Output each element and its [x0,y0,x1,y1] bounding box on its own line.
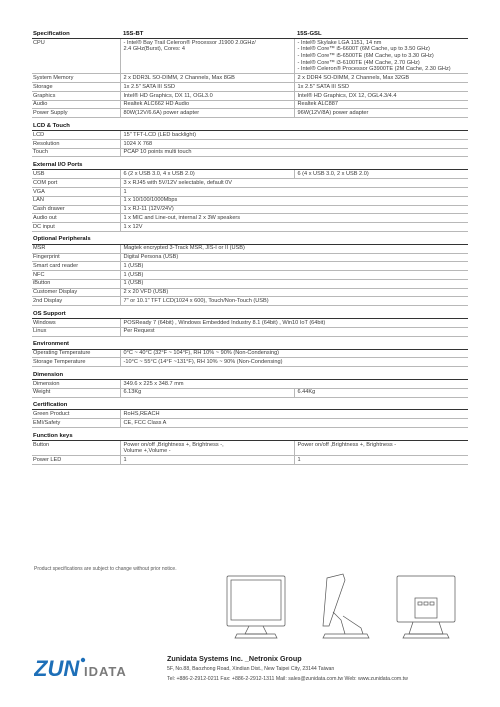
table-row [32,319,468,327]
row-value: 0°C ~ 40°C (32°F ~ 104°F), RH 10% ~ 90% (Non-Condensing) [120,350,468,358]
company-name: Zunidata Systems Inc. _Netronix Group [167,654,302,663]
row-value: 1024 X 768 [120,139,468,148]
table-row [32,456,468,465]
section-peripherals [32,236,468,306]
row-label: Cash drawer [32,205,120,214]
row-label: Touch [32,148,120,157]
section-title: LCD & Touch [32,123,468,131]
row-label: Customer Display [32,288,120,297]
row-value-a: Intel® HD Graphics, DX 11, OGL3.0 [120,91,294,100]
section-title: External I/O Ports [32,162,468,170]
row-label: Weight [32,388,120,397]
lcd-table [32,131,468,157]
section-title: OS Support [32,311,468,319]
row-value-a: 2 x DDR3L SO-DIMM, 2 Channels, Max 8GB [120,74,294,83]
front-view-drawing [227,576,285,638]
row-value: 7" or 10.1" TFT LCD(1024 x 600), Touch/Non-Touch (USB) [120,297,468,306]
row-label: Linux [32,327,120,336]
table-row [32,131,468,139]
row-label: VGA [32,187,120,196]
table-row [32,187,468,196]
function-keys-table [32,441,468,465]
table-row [32,100,468,109]
row-label: Green Product [32,410,120,418]
table-row [32,441,468,456]
row-value-b: 96W(12V/8A) power adapter [294,109,468,118]
section-os-support [32,311,468,337]
row-value-a: 80W(12V/6.6A) power adapter [120,109,294,118]
table-row [32,245,468,253]
table-row [32,170,468,178]
row-value-b: 2 x DDR4 SO-DIMM, 2 Channels, Max 32GB [294,74,468,83]
row-label: Graphics [32,91,120,100]
section-title: Function keys [32,433,468,441]
row-label: USB [32,170,120,178]
disclaimer-note: Product specifications are subject to change without prior notice. [34,566,177,572]
row-value-b: Power on/off ,Brightness +, Brightness - [294,441,468,456]
row-value: 1 (USB) [120,279,468,288]
table-row [32,358,468,367]
section-title: Certification [32,402,468,410]
spec-header-row [32,30,468,39]
row-label: Power Supply [32,109,120,118]
row-label: LCD [32,131,120,139]
row-label: COM port [32,179,120,188]
row-label: Button [32,441,120,456]
row-value-a: 6 (2 x USB 3.0, 4 x USB 2.0) [120,170,294,178]
table-row [32,148,468,157]
row-value-a: Realtek ALC662 HD Audio [120,100,294,109]
row-value-b: 6.44Kg [294,388,468,397]
section-environment [32,341,468,367]
side-view-drawing [323,574,369,638]
row-label: 2nd Display [32,297,120,306]
svg-text:ZUN: ZUN [34,656,80,681]
table-row [32,262,468,271]
header-model-a: 15S-BT [120,30,294,39]
section-io-ports [32,162,468,232]
row-label: Windows [32,319,120,327]
row-value: CE, FCC Class A [120,419,468,428]
zunidata-logo [34,654,154,684]
table-row [32,91,468,100]
row-value-b: 6 (4 x USB 3.0, 2 x USB 2.0) [294,170,468,178]
row-value: 2 x 20 VFD (USB) [120,288,468,297]
table-row [32,419,468,428]
section-function-keys [32,433,468,466]
header-model-b: 15S-GSL [294,30,468,39]
table-row [32,139,468,148]
row-label: DC input [32,223,120,232]
row-value: Per Request [120,327,468,336]
row-value-a: 1x 2.5" SATA III SSD [120,83,294,92]
row-label: Fingerprint [32,253,120,262]
row-label: NFC [32,271,120,280]
row-value: 1 x 10/100/1000Mbps [120,196,468,205]
row-value: 1 (USB) [120,271,468,280]
row-label: Resolution [32,139,120,148]
row-value: 3 x RJ45 with 5V/12V selectable, default 0V [120,179,468,188]
table-row [32,214,468,223]
dimension-table [32,380,468,398]
row-value-b: 1 [294,456,468,465]
row-value-a: Power on/off ,Brightness +, Brightness -, Volume +,Volume - [120,441,294,456]
table-row [32,380,468,388]
section-title: Optional Peripherals [32,236,468,244]
company-contact: Tel: +886-2-2912-0211 Fax: +886-2-2912-1311 Mail: sales@zunidata.com.tw Web: www.zunidata.com.tw [167,676,408,682]
row-label: Smart card reader [32,262,120,271]
row-value: 1 x 12V [120,223,468,232]
header-spec: Specification [32,30,120,39]
rear-view-drawing [397,576,455,638]
table-row [32,410,468,418]
certification-table [32,410,468,428]
row-label: iButton [32,279,120,288]
row-label: Power LED [32,456,120,465]
row-value: 1 (USB) [120,262,468,271]
table-row [32,179,468,188]
row-label: Storage Temperature [32,358,120,367]
row-value: POSReady 7 (64bit) , Windows Embedded Industry 8.1 (64bit) , Win10 IoT (64bit) [120,319,468,327]
row-label: EMI/Safety [32,419,120,428]
spec-table-main [32,30,468,118]
section-title: Dimension [32,372,468,380]
row-value: 1 x MIC and Line-out, internal 2 x 3W speakers [120,214,468,223]
row-value: -10°C ~ 55°C (14°F ~131°F), RH 10% ~ 90% (Non-Condensing) [120,358,468,367]
row-value: Digital Persona (USB) [120,253,468,262]
row-value: 349.6 x 225 x 348.7 mm [120,380,468,388]
row-value: RoHS,REACH [120,410,468,418]
company-address: 5F, No.88, Baozhong Road, Xindian Dist., New Taipei City, 23144 Taiwan [167,666,335,672]
table-row [32,196,468,205]
table-row [32,271,468,280]
row-value: 1 x RJ-11 (12V/24V) [120,205,468,214]
table-row [32,327,468,336]
environment-table [32,350,468,368]
table-row [32,279,468,288]
section-title: Environment [32,341,468,349]
table-row [32,39,468,74]
product-illustrations [215,572,463,642]
spec-sheet [32,30,468,465]
row-value-a: - Intel® Bay Trail Celeron® Processor J1900 2.0GHz/ 2.4 GHz(Burst), Cores: 4 [120,39,294,74]
row-label: Dimension [32,380,120,388]
row-value-b: Realtek ALC887 [294,100,468,109]
table-row [32,350,468,358]
row-value-b: 1x 2.5" SATA III SSD [294,83,468,92]
row-label: MSR [32,245,120,253]
peripherals-table [32,245,468,306]
row-value: PCAP 10 points multi touch [120,148,468,157]
io-table [32,170,468,231]
table-row [32,83,468,92]
row-value-b: - Intel® Skylake LGA 1151, 14 nm - Intel® Core™ i5-6600T (6M Cache, up to 3.50 GHz) - Intel® Core™ i5-6500TE (6M Cache, up to 3.30 GHz) - Intel® Core™ i3-6100TE (4M Cache, 2.70 GHz) - Intel® Celeron® Processor G3900TE (2M Cache, 2.30 GHz) [294,39,468,74]
row-label: Operating Temperature [32,350,120,358]
table-row [32,297,468,306]
row-value: 1 [120,187,468,196]
table-row [32,253,468,262]
row-value: 15" TFT-LCD (LED backlight) [120,131,468,139]
footer [34,648,464,698]
row-label: LAN [32,196,120,205]
table-row [32,109,468,118]
row-value-a: 6.13Kg [120,388,294,397]
row-label: Audio out [32,214,120,223]
row-value-b: Intel® HD Graphics, DX 12, OGL4.3/4.4 [294,91,468,100]
section-certification [32,402,468,428]
row-label: System Memory [32,74,120,83]
svg-text:IDATA: IDATA [84,664,127,679]
row-label: Audio [32,100,120,109]
table-row [32,74,468,83]
section-main [32,30,468,118]
row-label: Storage [32,83,120,92]
row-value-a: 1 [120,456,294,465]
table-row [32,205,468,214]
row-value: Magtek encrypted 3-Track MSR, JIS-I or II (USB) [120,245,468,253]
os-table [32,319,468,337]
section-dimension [32,372,468,398]
table-row [32,388,468,397]
section-lcd-touch [32,123,468,158]
table-row [32,288,468,297]
row-label: CPU [32,39,120,74]
table-row [32,223,468,232]
